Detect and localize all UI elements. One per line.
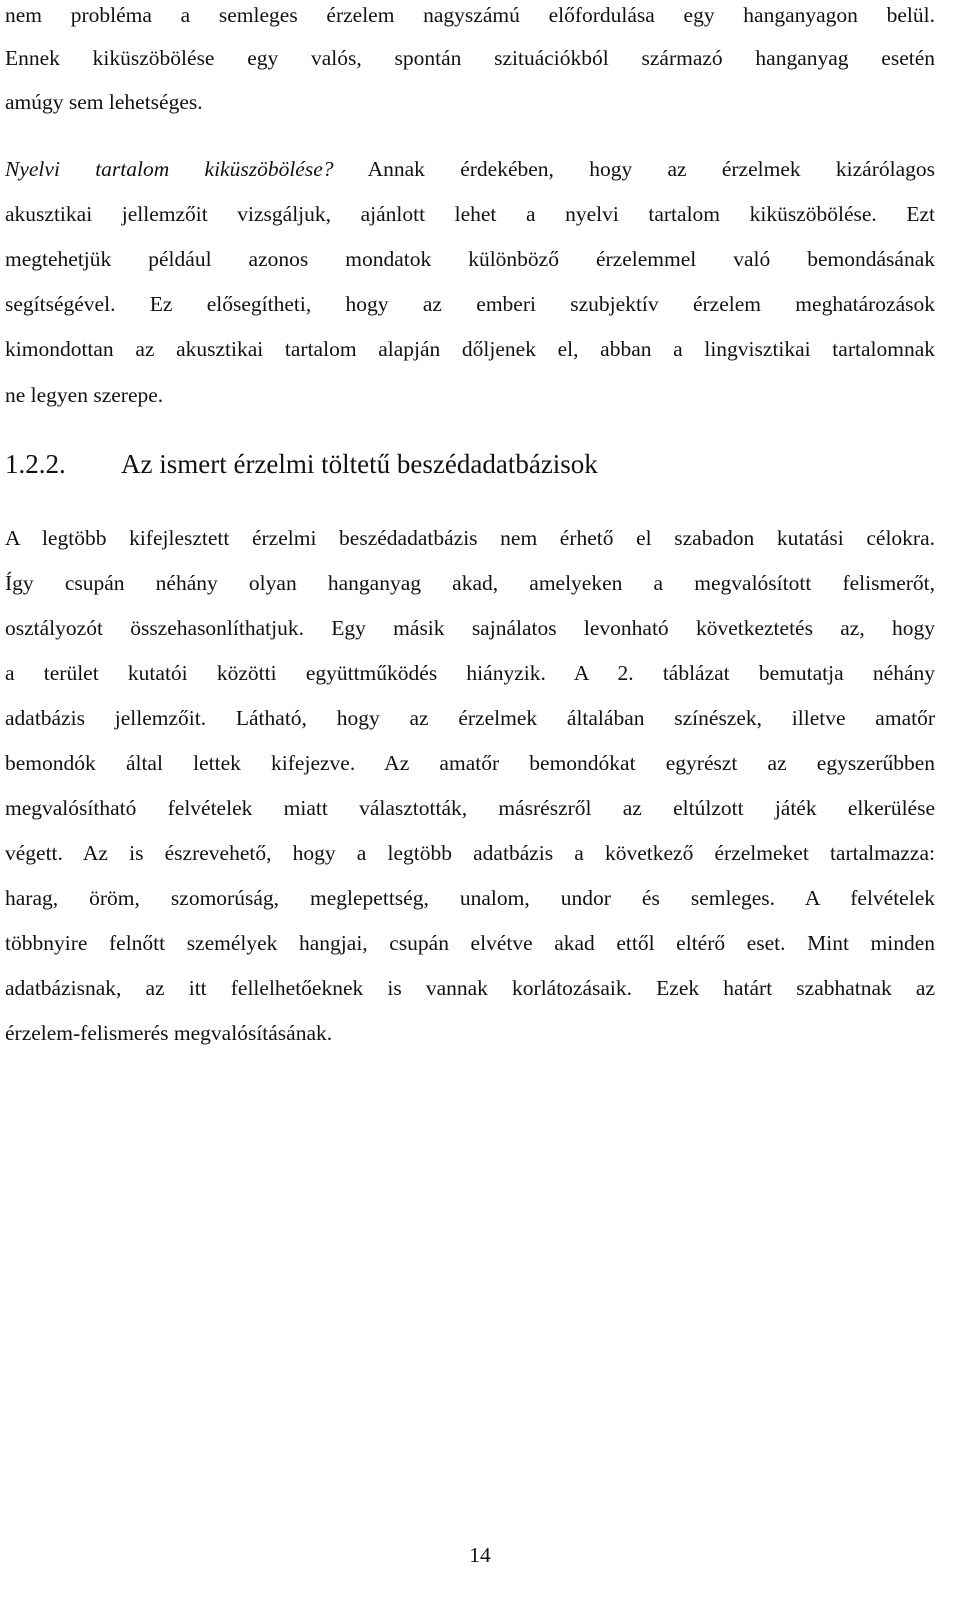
paragraph-line: nem probléma a semleges érzelem nagyszámú előfordulása egy hanganyagon belül. (5, 3, 935, 27)
paragraph-line: többnyire felnőtt személyek hangjai, csupán elvétve akad ettől eltérő eset. Mint minden (5, 931, 935, 955)
section-title: Az ismert érzelmi töltetű beszédadatbázisok (121, 449, 598, 479)
paragraph-line: amúgy sem lehetséges. (5, 90, 203, 114)
paragraph-line: A legtöbb kifejlesztett érzelmi beszédadatbázis nem érhető el szabadon kutatási célokra. (5, 526, 935, 550)
paragraph-line (5, 154, 935, 184)
paragraph-line: harag, öröm, szomorúság, meglepettség, unalom, undor és semleges. A felvételek (5, 886, 935, 910)
paragraph-line: ne legyen szerepe. (5, 383, 164, 407)
paragraph-line: megtehetjük például azonos mondatok különböző érzelemmel való bemondásának (5, 247, 935, 271)
paragraph-line: kimondottan az akusztikai tartalom alapján dőljenek el, abban a lingvisztikai tartalomnak (5, 337, 935, 361)
paragraph-line: Így csupán néhány olyan hanganyag akad, amelyeken a megvalósított felismerőt, (5, 571, 935, 595)
paragraph-line: akusztikai jellemzőit vizsgáljuk, ajánlott lehet a nyelvi tartalom kiküszöbölése. Ezt (5, 202, 935, 226)
section-number: 1.2.2. (5, 449, 66, 479)
paragraph-line: megvalósítható felvételek miatt választották, másrészről az eltúlzott játék elkerülése (5, 796, 935, 820)
page-number: 14 (469, 1543, 491, 1567)
section-heading (5, 446, 935, 482)
paragraph-line: osztályozót összehasonlíthatjuk. Egy másik sajnálatos levonható következtetés az, hogy (5, 616, 935, 640)
paragraph-text: Annak érdekében, hogy az érzelmek kizárólagos (333, 157, 935, 181)
paragraph-line: végett. Az is észrevehető, hogy a legtöbb adatbázis a következő érzelmeket tartalmazza: (5, 841, 935, 865)
paragraph-line: a terület kutatói közötti együttműködés hiányzik. A 2. táblázat bemutatja néhány (5, 661, 935, 685)
paragraph-line: adatbázis jellemzőit. Látható, hogy az érzelmek általában színészek, illetve amatőr (5, 706, 935, 730)
italic-lead-text: Nyelvi tartalom kiküszöbölése? (5, 157, 334, 181)
paragraph-line: bemondók által lettek kifejezve. Az amatőr bemondókat egyrészt az egyszerűbben (5, 751, 935, 775)
paragraph-line: érzelem-felismerés megvalósításának. (5, 1021, 333, 1045)
paragraph-line: segítségével. Ez elősegítheti, hogy az emberi szubjektív érzelem meghatározások (5, 292, 935, 316)
paragraph-line: Ennek kiküszöbölése egy valós, spontán szituációkból származó hanganyag esetén (5, 46, 935, 70)
paragraph-line: adatbázisnak, az itt fellelhetőeknek is vannak korlátozásaik. Ezek határt szabhatnak az (5, 976, 935, 1000)
